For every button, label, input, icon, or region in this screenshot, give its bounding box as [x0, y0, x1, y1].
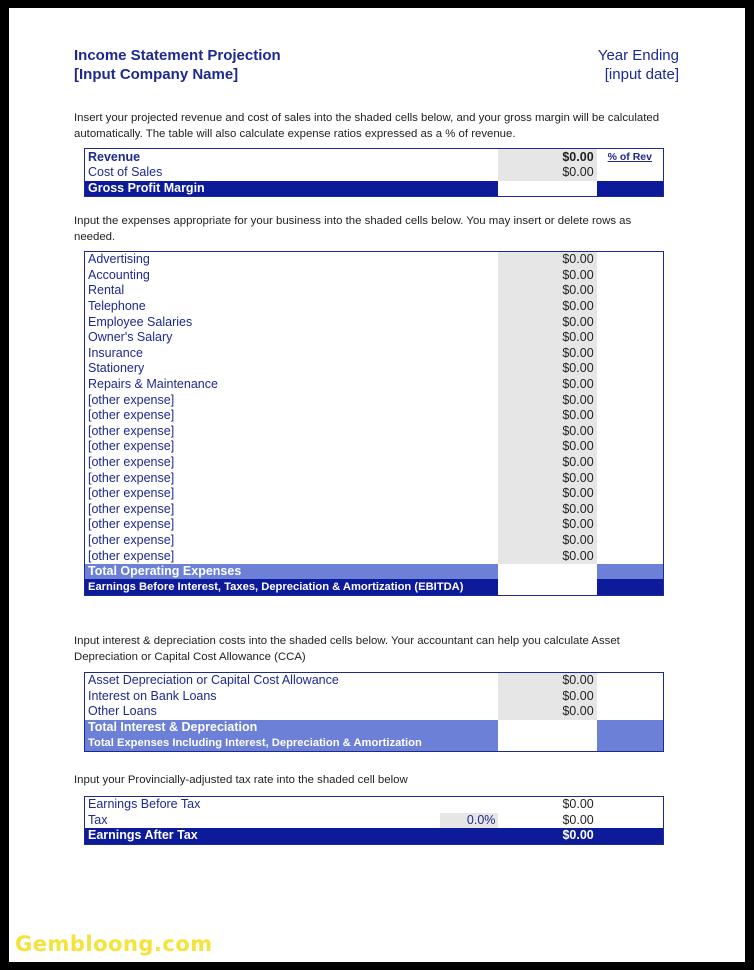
expense-label: [other expense]	[88, 439, 175, 454]
cost-of-sales-row	[85, 165, 664, 181]
expense-input[interactable]: $0.00	[498, 346, 597, 362]
date-placeholder[interactable]: [input date]	[604, 66, 679, 83]
expense-row	[85, 377, 664, 393]
expense-row	[85, 470, 664, 486]
expense-row	[85, 346, 664, 362]
expense-input[interactable]: $0.00	[498, 268, 597, 284]
expense-input[interactable]: $0.00	[498, 439, 597, 455]
expense-row	[85, 268, 664, 284]
expense-row	[85, 439, 664, 455]
gross-profit-row	[85, 181, 664, 197]
tax-row	[85, 813, 664, 829]
gross-profit-value: $0.00	[562, 180, 594, 195]
expense-row	[85, 533, 664, 549]
expense-row	[85, 361, 664, 377]
expense-input[interactable]: $0.00	[498, 299, 597, 315]
bank-loans-row	[85, 689, 664, 705]
total-interest-row	[85, 720, 664, 736]
expense-input[interactable]: $0.00	[498, 455, 597, 471]
total-expenses-value: $0.00	[562, 735, 594, 750]
total-operating-expenses-value: $0.00	[562, 564, 594, 579]
total-interest-value: $0.00	[562, 720, 594, 735]
depreciation-row	[85, 673, 664, 689]
tax-rate-input[interactable]: 0.0%	[440, 813, 498, 829]
total-expenses-label: Total Expenses Including Interest, Depreciation & Amortization	[85, 735, 499, 751]
expense-input[interactable]: $0.00	[498, 502, 597, 518]
pct-of-rev-header	[597, 149, 664, 166]
earnings-before-tax-label: Earnings Before Tax	[88, 797, 201, 812]
expense-label: [other expense]	[88, 517, 175, 532]
expense-input[interactable]: $0.00	[498, 424, 597, 440]
expense-input[interactable]: $0.00	[498, 252, 597, 268]
expense-input[interactable]: $0.00	[498, 392, 597, 408]
expense-row	[85, 314, 664, 330]
interest-paragraph: Input interest & depreciation costs into the shaded cells below. Your accountant can help you calculate Asset Depreciation or Capital Cost Allowance (CCA)	[74, 635, 620, 663]
tax-table	[84, 796, 664, 845]
cost-of-sales-input[interactable]: $0.00	[498, 165, 597, 181]
earnings-before-tax-value: $0.00	[562, 797, 594, 812]
expense-row	[85, 486, 664, 502]
expense-label: [other expense]	[88, 486, 175, 501]
other-loans-label: Other Loans	[88, 704, 157, 719]
expense-row	[85, 502, 664, 518]
interest-table	[84, 672, 664, 752]
expense-input[interactable]: $0.00	[498, 283, 597, 299]
expense-input[interactable]: $0.00	[498, 377, 597, 393]
expense-row	[85, 299, 664, 315]
depreciation-label: Asset Depreciation or Capital Cost Allowance	[88, 673, 339, 688]
expense-row	[85, 283, 664, 299]
cost-of-sales-label: Cost of Sales	[88, 165, 163, 180]
expense-input[interactable]: $0.00	[498, 361, 597, 377]
expense-row	[85, 392, 664, 408]
title-line-1: Income Statement Projection	[74, 47, 281, 64]
tax-label: Tax	[88, 812, 108, 827]
expense-row	[85, 548, 664, 564]
earnings-after-tax-row	[85, 828, 664, 844]
expense-row	[85, 408, 664, 424]
expense-input[interactable]: $0.00	[498, 486, 597, 502]
expense-label: [other expense]	[88, 423, 175, 438]
total-operating-expenses-row	[85, 564, 664, 580]
ebitda-row	[85, 579, 664, 595]
expense-label: Repairs & Maintenance	[88, 377, 218, 392]
intro-paragraph: Insert your projected revenue and cost of sales into the shaded cells below, and your gross margin will be calculated automatically. The table will also calculate expense ratios expressed as a % of revenue.	[74, 112, 660, 140]
total-interest-label: Total Interest & Depreciation	[85, 720, 499, 736]
total-operating-expenses-label: Total Operating Expenses	[85, 564, 499, 580]
expense-label: Insurance	[88, 345, 143, 360]
expenses-body	[85, 252, 664, 564]
revenue-row	[85, 149, 664, 166]
expense-label: [other expense]	[88, 455, 175, 470]
expense-label: Stationery	[88, 361, 145, 376]
earnings-before-tax-row	[85, 797, 664, 813]
earnings-after-tax-label: Earnings After Tax	[85, 828, 441, 844]
expense-label: [other expense]	[88, 470, 175, 485]
expense-label: [other expense]	[88, 501, 175, 516]
expense-label: Telephone	[88, 299, 146, 314]
other-loans-row	[85, 704, 664, 720]
expense-label: [other expense]	[88, 392, 175, 407]
year-ending-label: Year Ending	[597, 47, 679, 64]
expenses-paragraph: Input the expenses appropriate for your business into the shaded cells below. You may insert or delete rows as needed.	[74, 215, 632, 243]
company-name-placeholder[interactable]: [Input Company Name]	[74, 66, 239, 83]
expense-label: [other expense]	[88, 548, 175, 563]
ebitda-value: $0.00	[562, 579, 594, 594]
bank-loans-input[interactable]: $0.00	[498, 689, 597, 705]
expense-label: Owner's Salary	[88, 330, 173, 345]
expense-input[interactable]: $0.00	[498, 330, 597, 346]
year-ending-block	[598, 46, 679, 84]
expense-row	[85, 517, 664, 533]
ebitda-label: Earnings Before Interest, Taxes, Depreciation & Amortization (EBITDA)	[85, 579, 499, 595]
gross-profit-label: Gross Profit Margin	[85, 181, 499, 197]
revenue-input[interactable]: $0.00	[498, 149, 597, 166]
document-title	[74, 46, 281, 84]
other-loans-input[interactable]: $0.00	[498, 704, 597, 720]
expense-input[interactable]: $0.00	[498, 470, 597, 486]
expense-input[interactable]: $0.00	[498, 517, 597, 533]
earnings-after-tax-value: $0.00	[498, 828, 596, 844]
revenue-label: Revenue	[88, 149, 141, 164]
expense-input[interactable]: $0.00	[498, 533, 597, 549]
expense-input[interactable]: $0.00	[498, 314, 597, 330]
revenue-table	[84, 148, 664, 197]
expense-label: [other expense]	[88, 408, 175, 423]
expense-label: Accounting	[88, 267, 150, 282]
tax-paragraph: Input your Provincially-adjusted tax rate into the shaded cell below	[74, 774, 408, 786]
tax-value: $0.00	[562, 812, 594, 827]
total-expenses-row	[85, 735, 664, 751]
expense-label: Employee Salaries	[88, 314, 193, 329]
depreciation-input[interactable]: $0.00	[498, 673, 597, 689]
bank-loans-label: Interest on Bank Loans	[88, 688, 217, 703]
expense-row	[85, 424, 664, 440]
watermark: Gembloong.com	[15, 932, 213, 956]
expense-label: [other expense]	[88, 532, 175, 547]
expense-label: Rental	[88, 283, 125, 298]
expense-row	[85, 455, 664, 471]
expense-row	[85, 330, 664, 346]
expense-row	[85, 252, 664, 268]
expense-input[interactable]: $0.00	[498, 408, 597, 424]
expenses-table	[84, 251, 664, 596]
expense-label: Advertising	[88, 252, 150, 267]
expense-input[interactable]: $0.00	[498, 548, 597, 564]
pct-of-rev-link[interactable]: % of Rev	[607, 151, 652, 163]
